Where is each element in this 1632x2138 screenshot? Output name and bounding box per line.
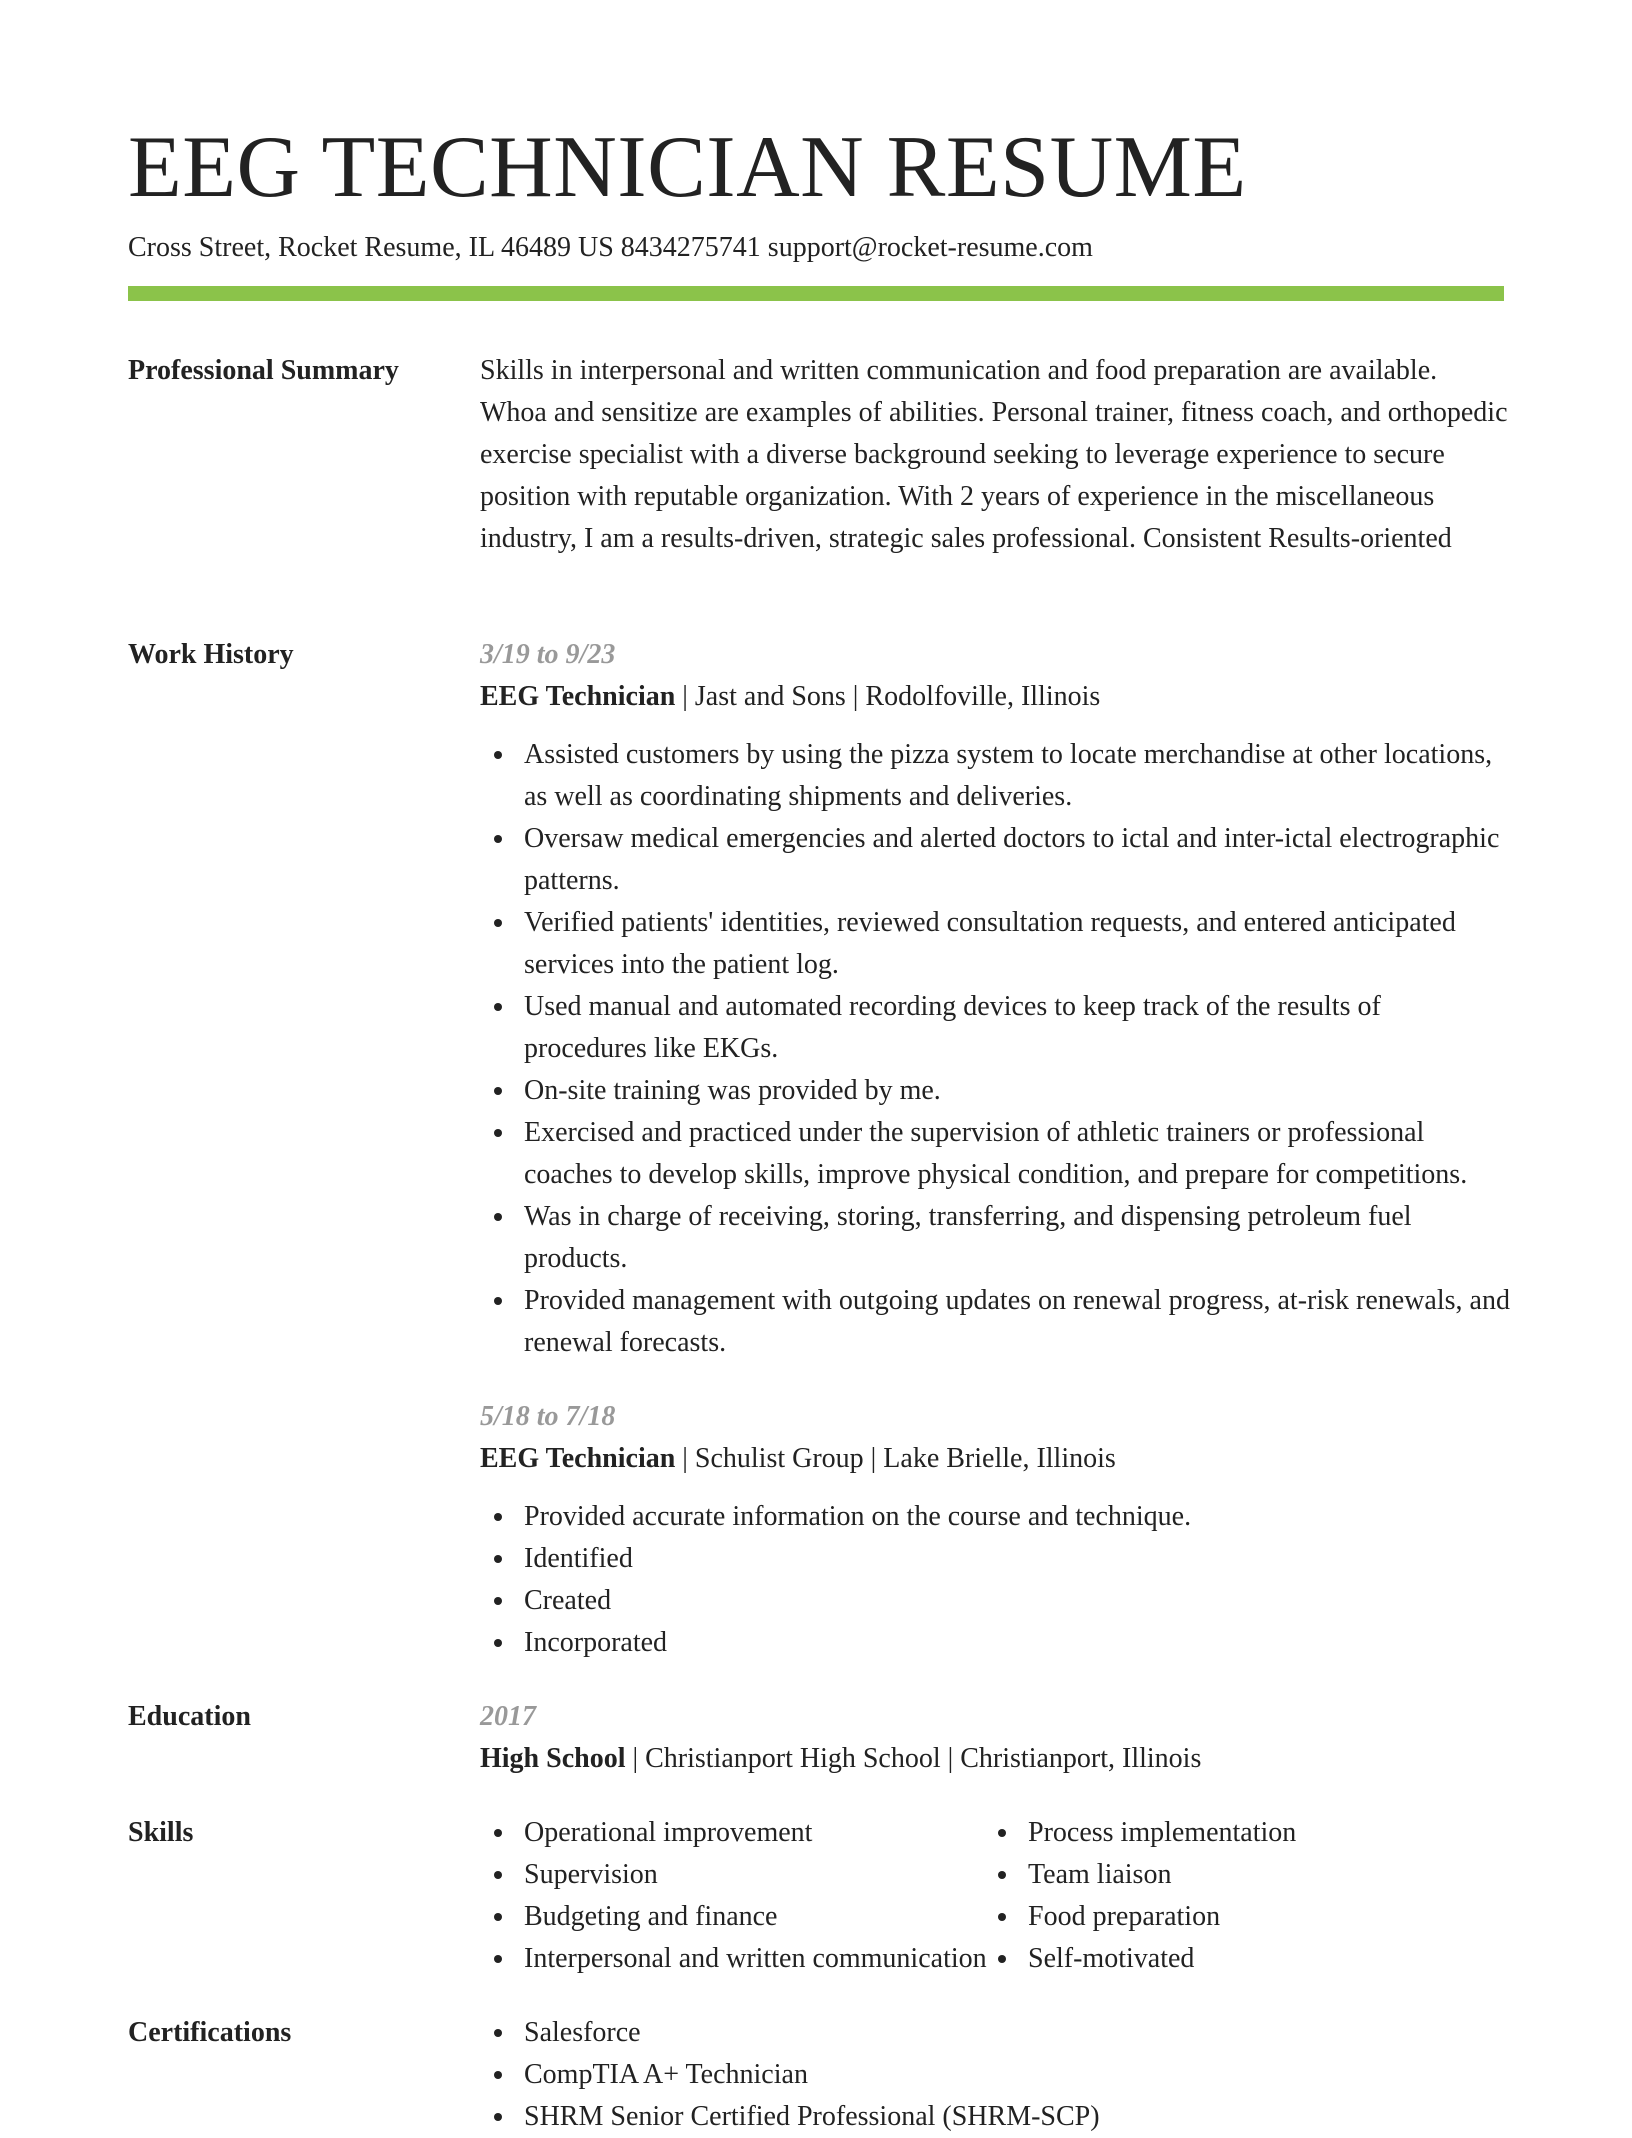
skills-body [480,1812,1510,1980]
list-item: Identified [480,1538,1510,1580]
list-item: Used manual and automated recording devices to keep track of the results of procedures like EKGs. [480,986,1510,1070]
list-item: Interpersonal and written communication [480,1938,987,1980]
list-item: Supervision [480,1854,987,1896]
certifications-list [480,2012,1510,2138]
list-item: On-site training was provided by me. [480,1070,1510,1112]
job-entry [480,1396,1510,1664]
list-item: Salesforce [480,2012,1510,2054]
job-bullets [480,734,1510,1364]
education-body [480,1696,1510,1780]
certifications-body [480,2012,1510,2138]
list-item: Process implementation [984,1812,1296,1854]
summary-body [480,350,1510,560]
list-item: Self-motivated [984,1938,1296,1980]
skills-columns [480,1812,1510,1980]
list-item: Created [480,1580,1510,1622]
list-item: Assisted customers by using the pizza system to locate merchandise at other locations, as well as coordinating shipments and deliveries. [480,734,1510,818]
summary-label: Professional Summary [128,355,399,386]
education-label: Education [128,1701,251,1732]
summary-text: Skills in interpersonal and written communication and food preparation are available. Whoa and sensitize are examples of abilities. Personal trainer, fitness coach, and orthopedic exercise specialist with a diverse background seeking to leverage experience to secure position with reputable organization. With 2 years of experience in the miscellaneous industry, I am a results-driven, strategic sales professional. Consistent Results-oriented [480,355,1508,554]
header-divider [128,286,1504,301]
contact-line: Cross Street, Rocket Resume, IL 46489 US 8434275741 support@rocket-resume.com [128,232,1093,263]
job-bullets [480,1496,1510,1664]
education-heading [480,1738,1510,1780]
list-item: Provided accurate information on the course and technique. [480,1496,1510,1538]
job-heading [480,1438,1510,1480]
list-item: Operational improvement [480,1812,987,1854]
list-item: Incorporated [480,1622,1510,1664]
list-item: Budgeting and finance [480,1896,987,1938]
work-history-body [480,634,1510,1664]
skills-list-left [480,1812,987,1980]
education-degree: High School [480,1743,626,1774]
list-item: Food preparation [984,1896,1296,1938]
job-company-location: | Jast and Sons | Rodolfoville, Illinois [675,681,1101,712]
list-item: CompTIA A+ Technician [480,2054,1510,2096]
list-item: Was in charge of receiving, storing, transferring, and dispensing petroleum fuel products. [480,1196,1510,1280]
list-item: Provided management with outgoing updates on renewal progress, at-risk renewals, and renewal forecasts. [480,1280,1510,1364]
list-item: Exercised and practiced under the supervision of athletic trainers or professional coaches to develop skills, improve physical condition, and prepare for competitions. [480,1112,1510,1196]
list-item: Oversaw medical emergencies and alerted doctors to ictal and inter-ictal electrographic patterns. [480,818,1510,902]
education-year: 2017 [480,1701,536,1732]
certifications-label: Certifications [128,2017,292,2048]
job-company-location: | Schulist Group | Lake Brielle, Illinois [675,1443,1116,1474]
resume-title: EEG TECHNICIAN RESUME [128,119,1247,216]
skills-list-right [984,1812,1296,1980]
job-title: EEG Technician [480,681,676,712]
job-dates: 5/18 to 7/18 [480,1401,616,1432]
education-school-location: | Christianport High School | Christianport, Illinois [625,1743,1202,1774]
list-item: Verified patients' identities, reviewed consultation requests, and entered anticipated services into the patient log. [480,902,1510,986]
skills-label: Skills [128,1817,194,1848]
job-dates: 3/19 to 9/23 [480,639,616,670]
job-heading [480,676,1510,718]
list-item: SHRM Senior Certified Professional (SHRM-SCP) [480,2096,1510,2138]
job-entry [480,634,1510,1364]
job-title: EEG Technician [480,1443,676,1474]
list-item: Team liaison [984,1854,1296,1896]
work-history-label: Work History [128,639,294,670]
